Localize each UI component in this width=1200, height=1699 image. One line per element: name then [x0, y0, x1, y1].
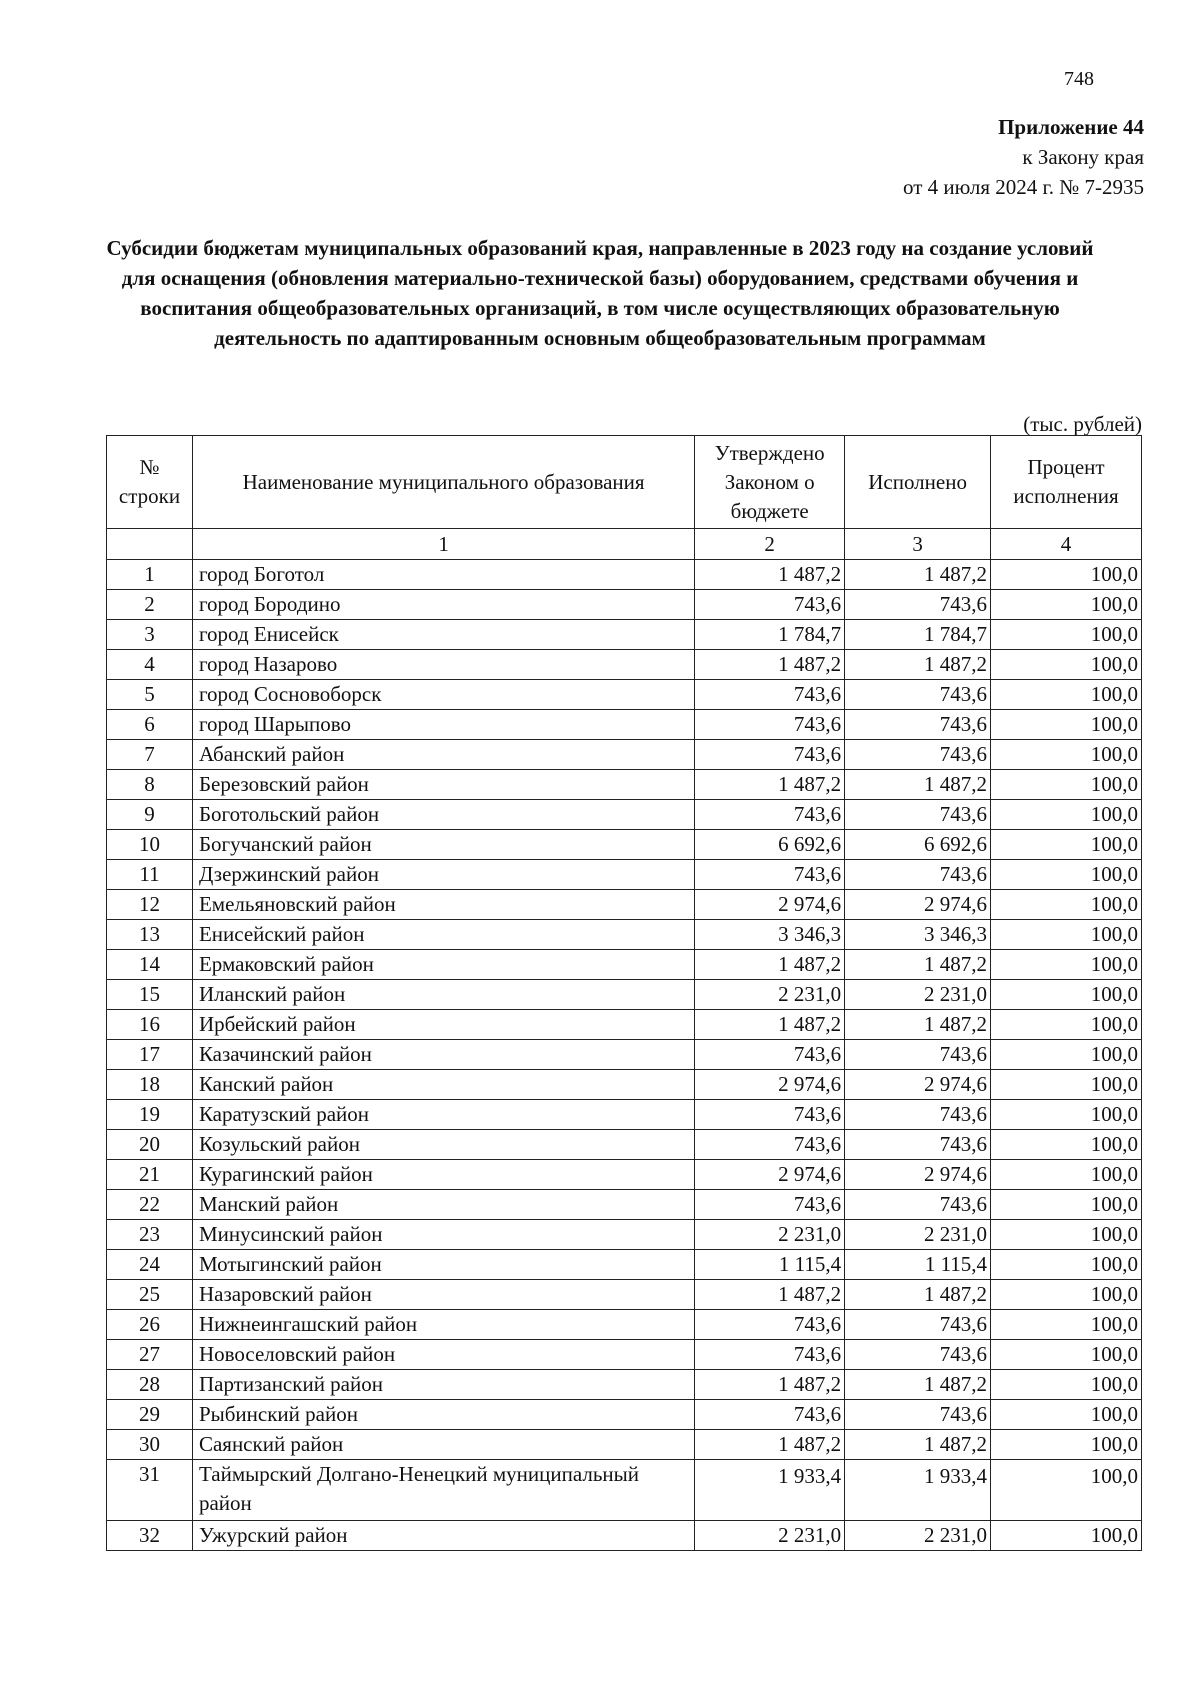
executed-amount-cell: 1 487,2 — [845, 770, 991, 800]
approved-amount-cell: 1 487,2 — [695, 560, 845, 590]
row-number-cell: 19 — [107, 1100, 193, 1130]
approved-amount-cell: 2 231,0 — [695, 980, 845, 1010]
executed-amount-cell: 743,6 — [845, 740, 991, 770]
table-row — [107, 1460, 1142, 1521]
percent-cell: 100,0 — [991, 1340, 1142, 1370]
page-number: 748 — [1064, 68, 1094, 90]
percent-cell: 100,0 — [991, 710, 1142, 740]
table-row — [107, 1370, 1142, 1400]
row-number-cell: 31 — [107, 1460, 193, 1521]
executed-amount-cell: 1 115,4 — [845, 1250, 991, 1280]
executed-amount-cell: 2 231,0 — [845, 980, 991, 1010]
table-row — [107, 950, 1142, 980]
municipality-name-cell: Боготольский район — [192, 800, 694, 830]
subsidies-table — [106, 435, 1142, 1551]
column-number-3: 3 — [845, 529, 991, 560]
municipality-name-cell: Богучанский район — [192, 830, 694, 860]
header-percent: Процент исполнения — [991, 436, 1142, 529]
table-row — [107, 620, 1142, 650]
row-number-cell: 15 — [107, 980, 193, 1010]
approved-amount-cell: 1 115,4 — [695, 1250, 845, 1280]
municipality-name-cell: город Бородино — [192, 590, 694, 620]
percent-cell: 100,0 — [991, 1190, 1142, 1220]
percent-cell: 100,0 — [991, 1250, 1142, 1280]
approved-amount-cell: 1 487,2 — [695, 1430, 845, 1460]
executed-amount-cell: 743,6 — [845, 1130, 991, 1160]
executed-amount-cell: 743,6 — [845, 1190, 991, 1220]
table-row — [107, 1040, 1142, 1070]
row-number-cell: 1 — [107, 560, 193, 590]
municipality-name-cell: Каратузский район — [192, 1100, 694, 1130]
table-row — [107, 1160, 1142, 1190]
approved-amount-cell: 1 487,2 — [695, 650, 845, 680]
row-number-cell: 18 — [107, 1070, 193, 1100]
column-number-2: 2 — [695, 529, 845, 560]
municipality-name-cell: Рыбинский район — [192, 1400, 694, 1430]
percent-cell: 100,0 — [991, 1310, 1142, 1340]
row-number-cell: 12 — [107, 890, 193, 920]
row-number-cell: 26 — [107, 1310, 193, 1340]
percent-cell: 100,0 — [991, 860, 1142, 890]
column-number-4: 4 — [991, 529, 1142, 560]
executed-amount-cell: 2 231,0 — [845, 1220, 991, 1250]
table-header-row — [107, 436, 1142, 529]
percent-cell: 100,0 — [991, 1160, 1142, 1190]
table-row — [107, 1070, 1142, 1100]
approved-amount-cell: 1 933,4 — [695, 1460, 845, 1521]
percent-cell: 100,0 — [991, 590, 1142, 620]
row-number-cell: 2 — [107, 590, 193, 620]
municipality-name-cell: Березовский район — [192, 770, 694, 800]
row-number-cell: 24 — [107, 1250, 193, 1280]
header-executed: Исполнено — [845, 436, 991, 529]
percent-cell: 100,0 — [991, 1070, 1142, 1100]
table-row — [107, 800, 1142, 830]
executed-amount-cell: 743,6 — [845, 800, 991, 830]
approved-amount-cell: 743,6 — [695, 800, 845, 830]
municipality-name-cell: Ужурский район — [192, 1521, 694, 1551]
approved-amount-cell: 743,6 — [695, 1100, 845, 1130]
table-row — [107, 1100, 1142, 1130]
municipality-name-cell: Канский район — [192, 1070, 694, 1100]
executed-amount-cell: 743,6 — [845, 1400, 991, 1430]
executed-amount-cell: 743,6 — [845, 680, 991, 710]
percent-cell: 100,0 — [991, 770, 1142, 800]
executed-amount-cell: 1 784,7 — [845, 620, 991, 650]
municipality-name-cell: Енисейский район — [192, 920, 694, 950]
appendix-title: Приложение 44 — [998, 115, 1144, 139]
approved-amount-cell: 743,6 — [695, 1310, 845, 1340]
percent-cell: 100,0 — [991, 740, 1142, 770]
row-number-cell: 27 — [107, 1340, 193, 1370]
table-row — [107, 890, 1142, 920]
row-number-cell: 4 — [107, 650, 193, 680]
percent-cell: 100,0 — [991, 800, 1142, 830]
row-number-cell: 30 — [107, 1430, 193, 1460]
percent-cell: 100,0 — [991, 1521, 1142, 1551]
executed-amount-cell: 2 974,6 — [845, 890, 991, 920]
table-row — [107, 920, 1142, 950]
municipality-name-cell: Ирбейский район — [192, 1010, 694, 1040]
percent-cell: 100,0 — [991, 830, 1142, 860]
appendix-date-line: от 4 июля 2024 г. № 7-2935 — [903, 175, 1144, 199]
table-row — [107, 710, 1142, 740]
municipality-name-cell: Манский район — [192, 1190, 694, 1220]
table-row — [107, 1310, 1142, 1340]
executed-amount-cell: 1 487,2 — [845, 1280, 991, 1310]
percent-cell: 100,0 — [991, 1010, 1142, 1040]
appendix-law-line: к Закону края — [1022, 145, 1144, 169]
municipality-name-cell: Мотыгинский район — [192, 1250, 694, 1280]
table-row — [107, 1521, 1142, 1551]
percent-cell: 100,0 — [991, 950, 1142, 980]
percent-cell: 100,0 — [991, 1040, 1142, 1070]
table-row — [107, 1340, 1142, 1370]
executed-amount-cell: 1 933,4 — [845, 1460, 991, 1521]
executed-amount-cell: 2 974,6 — [845, 1160, 991, 1190]
header-name: Наименование муниципального образования — [192, 436, 694, 529]
executed-amount-cell: 743,6 — [845, 710, 991, 740]
municipality-name-cell: Нижнеингашский район — [192, 1310, 694, 1340]
executed-amount-cell: 1 487,2 — [845, 560, 991, 590]
percent-cell: 100,0 — [991, 920, 1142, 950]
table-row — [107, 560, 1142, 590]
municipality-name-cell: город Сосновоборск — [192, 680, 694, 710]
executed-amount-cell: 1 487,2 — [845, 650, 991, 680]
executed-amount-cell: 1 487,2 — [845, 1010, 991, 1040]
approved-amount-cell: 1 487,2 — [695, 1370, 845, 1400]
percent-cell: 100,0 — [991, 980, 1142, 1010]
row-number-cell: 22 — [107, 1190, 193, 1220]
row-number-cell: 25 — [107, 1280, 193, 1310]
municipality-name-cell: Таймырский Долгано-Ненецкий муниципальный район — [192, 1460, 694, 1521]
percent-cell: 100,0 — [991, 1220, 1142, 1250]
table-row — [107, 740, 1142, 770]
table-row — [107, 1430, 1142, 1460]
row-number-cell: 14 — [107, 950, 193, 980]
percent-cell: 100,0 — [991, 680, 1142, 710]
percent-cell: 100,0 — [991, 560, 1142, 590]
table-row — [107, 650, 1142, 680]
approved-amount-cell: 743,6 — [695, 1190, 845, 1220]
percent-cell: 100,0 — [991, 1370, 1142, 1400]
row-number-cell: 5 — [107, 680, 193, 710]
executed-amount-cell: 743,6 — [845, 1310, 991, 1340]
units-label: (тыс. рублей) — [1023, 412, 1142, 436]
row-number-cell: 20 — [107, 1130, 193, 1160]
percent-cell: 100,0 — [991, 1460, 1142, 1521]
row-number-cell: 32 — [107, 1521, 193, 1551]
row-number-cell: 17 — [107, 1040, 193, 1070]
approved-amount-cell: 1 784,7 — [695, 620, 845, 650]
row-number-cell: 16 — [107, 1010, 193, 1040]
table-row — [107, 1250, 1142, 1280]
municipality-name-cell: Емельяновский район — [192, 890, 694, 920]
table-row — [107, 1190, 1142, 1220]
appendix-block — [903, 112, 1144, 202]
table-row — [107, 590, 1142, 620]
row-number-cell: 10 — [107, 830, 193, 860]
executed-amount-cell: 743,6 — [845, 590, 991, 620]
municipality-name-cell: город Шарыпово — [192, 710, 694, 740]
executed-amount-cell: 743,6 — [845, 1340, 991, 1370]
column-numbers-row — [107, 529, 1142, 560]
executed-amount-cell: 1 487,2 — [845, 1430, 991, 1460]
approved-amount-cell: 2 974,6 — [695, 890, 845, 920]
municipality-name-cell: Дзержинский район — [192, 860, 694, 890]
approved-amount-cell: 2 231,0 — [695, 1220, 845, 1250]
executed-amount-cell: 2 974,6 — [845, 1070, 991, 1100]
approved-amount-cell: 1 487,2 — [695, 1010, 845, 1040]
municipality-name-cell: Курагинский район — [192, 1160, 694, 1190]
municipality-name-cell: Назаровский район — [192, 1280, 694, 1310]
municipality-name-cell: город Назарово — [192, 650, 694, 680]
approved-amount-cell: 743,6 — [695, 1130, 845, 1160]
approved-amount-cell: 2 231,0 — [695, 1521, 845, 1551]
percent-cell: 100,0 — [991, 1280, 1142, 1310]
approved-amount-cell: 1 487,2 — [695, 1280, 845, 1310]
row-number-cell: 9 — [107, 800, 193, 830]
table-row — [107, 770, 1142, 800]
row-number-cell: 3 — [107, 620, 193, 650]
approved-amount-cell: 743,6 — [695, 1340, 845, 1370]
approved-amount-cell: 743,6 — [695, 680, 845, 710]
table-row — [107, 1400, 1142, 1430]
municipality-name-cell: Ермаковский район — [192, 950, 694, 980]
approved-amount-cell: 743,6 — [695, 740, 845, 770]
row-number-cell: 11 — [107, 860, 193, 890]
header-row-no: № строки — [107, 436, 193, 529]
table-body — [107, 560, 1142, 1551]
municipality-name-cell: город Боготол — [192, 560, 694, 590]
approved-amount-cell: 743,6 — [695, 590, 845, 620]
approved-amount-cell: 743,6 — [695, 1040, 845, 1070]
table-row — [107, 860, 1142, 890]
table-row — [107, 1130, 1142, 1160]
table-row — [107, 1280, 1142, 1310]
municipality-name-cell: Новоселовский район — [192, 1340, 694, 1370]
municipality-name-cell: Минусинский район — [192, 1220, 694, 1250]
executed-amount-cell: 743,6 — [845, 1040, 991, 1070]
executed-amount-cell: 3 346,3 — [845, 920, 991, 950]
row-number-cell: 8 — [107, 770, 193, 800]
percent-cell: 100,0 — [991, 1130, 1142, 1160]
municipality-name-cell: город Енисейск — [192, 620, 694, 650]
executed-amount-cell: 743,6 — [845, 1100, 991, 1130]
table-row — [107, 1010, 1142, 1040]
percent-cell: 100,0 — [991, 890, 1142, 920]
executed-amount-cell: 1 487,2 — [845, 950, 991, 980]
municipality-name-cell: Иланский район — [192, 980, 694, 1010]
table-row — [107, 680, 1142, 710]
percent-cell: 100,0 — [991, 620, 1142, 650]
executed-amount-cell: 6 692,6 — [845, 830, 991, 860]
approved-amount-cell: 743,6 — [695, 710, 845, 740]
header-approved: Утверждено Законом о бюджете — [695, 436, 845, 529]
percent-cell: 100,0 — [991, 1430, 1142, 1460]
table-row — [107, 1220, 1142, 1250]
row-number-cell: 23 — [107, 1220, 193, 1250]
approved-amount-cell: 6 692,6 — [695, 830, 845, 860]
approved-amount-cell: 743,6 — [695, 1400, 845, 1430]
executed-amount-cell: 2 231,0 — [845, 1521, 991, 1551]
percent-cell: 100,0 — [991, 1100, 1142, 1130]
approved-amount-cell: 2 974,6 — [695, 1160, 845, 1190]
approved-amount-cell: 1 487,2 — [695, 950, 845, 980]
document-title: Субсидии бюджетам муниципальных образований края, направленные в 2023 году на создание условий для оснащения (обновления материально-технической базы) оборудованием, средствами обучения и воспитания общеобразовательных организаций, в том числе осуществляющих образовательную деятельность по адаптированным основным общеобразовательным программам — [106, 236, 1094, 350]
municipality-name-cell: Казачинский район — [192, 1040, 694, 1070]
table-row — [107, 830, 1142, 860]
municipality-name-cell: Козульский район — [192, 1130, 694, 1160]
column-number-empty — [107, 529, 193, 560]
row-number-cell: 7 — [107, 740, 193, 770]
column-number-1: 1 — [192, 529, 694, 560]
percent-cell: 100,0 — [991, 1400, 1142, 1430]
executed-amount-cell: 743,6 — [845, 860, 991, 890]
approved-amount-cell: 743,6 — [695, 860, 845, 890]
executed-amount-cell: 1 487,2 — [845, 1370, 991, 1400]
municipality-name-cell: Саянский район — [192, 1430, 694, 1460]
row-number-cell: 29 — [107, 1400, 193, 1430]
row-number-cell: 28 — [107, 1370, 193, 1400]
row-number-cell: 6 — [107, 710, 193, 740]
municipality-name-cell: Абанский район — [192, 740, 694, 770]
row-number-cell: 13 — [107, 920, 193, 950]
approved-amount-cell: 1 487,2 — [695, 770, 845, 800]
percent-cell: 100,0 — [991, 650, 1142, 680]
table-row — [107, 980, 1142, 1010]
approved-amount-cell: 2 974,6 — [695, 1070, 845, 1100]
row-number-cell: 21 — [107, 1160, 193, 1190]
municipality-name-cell: Партизанский район — [192, 1370, 694, 1400]
approved-amount-cell: 3 346,3 — [695, 920, 845, 950]
